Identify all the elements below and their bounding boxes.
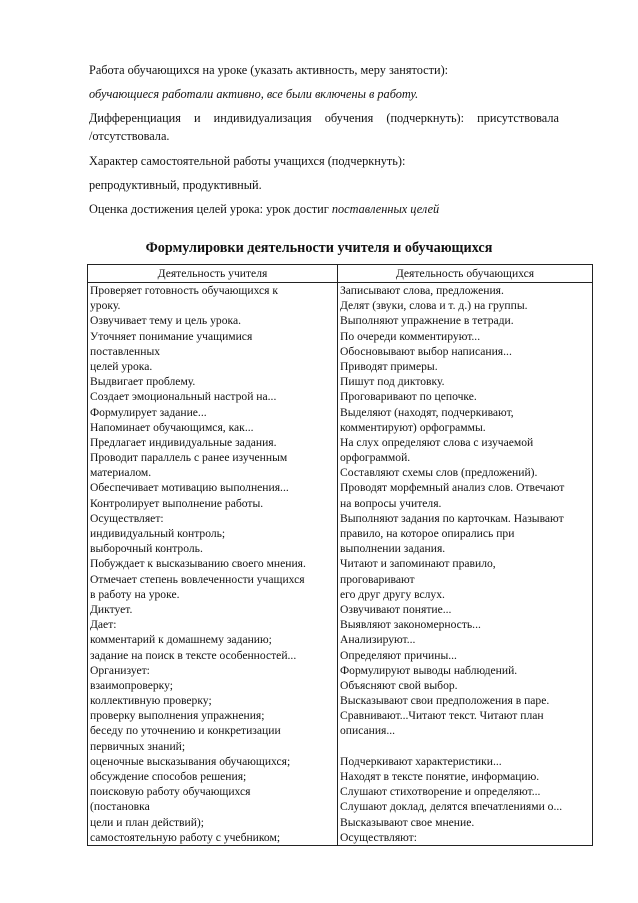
teacher-activity-line: обсуждение способов решения; (90, 770, 247, 783)
intro-line-activity: Работа обучающихся на уроке (указать активность, меру занятости): (89, 63, 449, 77)
teacher-activity-line: выборочный контроль. (90, 542, 203, 556)
intro-line-work-type: Характер самостоятельной работы учащихся (подчеркнуть): (89, 154, 406, 168)
header-teacher-activity: Деятельность учителя (88, 265, 338, 283)
teacher-activity-line: поисковую работу обучающихся (90, 785, 251, 799)
section-title: Формулировки деятельности учителя и обучающихся (145, 240, 493, 256)
student-activity-line: Пишут под диктовку. (340, 375, 445, 389)
student-activity-line: Проводят морфемный анализ слов. Отвечают (340, 481, 565, 495)
teacher-activity-line: Выдвигает проблему. (90, 375, 196, 389)
teacher-activity-line: целей урока. (90, 359, 153, 373)
intro-line-activity-answer: обучающиеся работали активно, все были включены в работу. (89, 87, 419, 101)
student-activity-line: Формулируют выводы наблюдений. (340, 663, 518, 677)
teacher-activity-line: (постановка (90, 800, 150, 814)
intro-word: обучения (324, 111, 374, 125)
student-activity-line: Подчеркивают характеристики... (340, 754, 502, 768)
student-activity-line: Обосновывают выбор написания... (340, 344, 512, 358)
student-activity-line: Озвучивают понятие... (340, 602, 452, 616)
student-activity-line: Слушают стихотворение и определяют... (340, 785, 541, 799)
teacher-activity-line: беседу по уточнению и конкретизации (90, 724, 281, 738)
student-activity-line: Выделяют (находят, подчеркивают, (340, 405, 514, 419)
teacher-activity-line: Побуждает к высказыванию своего мнения. (90, 557, 306, 571)
student-activity-cell (338, 283, 593, 846)
student-activity-line: его друг другу вслух. (340, 587, 445, 601)
teacher-activity-line: индивидуальный контроль; (90, 527, 226, 540)
intro-word: присутствовала (477, 111, 559, 125)
student-activity-line: Сравнивают...Читают текст. Читают план (340, 709, 544, 723)
teacher-activity-line: Проверяет готовность обучающихся к (90, 284, 279, 297)
student-activity-line: Анализируют... (340, 633, 416, 647)
student-activity-line: проговаривают (340, 572, 415, 586)
intro-word: и (193, 111, 201, 125)
student-activity-line: на вопросы учителя. (340, 496, 442, 510)
teacher-activity-line: Предлагает индивидуальные задания. (90, 435, 277, 449)
header-student-activity: Деятельность обучающихся (338, 265, 593, 283)
teacher-activity-line: самостоятельную работу с учебником; (90, 830, 281, 844)
student-activity-line: Высказывают свое мнение. (340, 815, 475, 829)
student-activity-line: Делят (звуки, слова и т. д.) на группы. (340, 299, 528, 313)
student-activity-line: правило, на которое опирались при (340, 527, 515, 540)
student-activity-line (340, 739, 590, 754)
student-activity-line: Записывают слова, предложения. (340, 284, 504, 297)
intro-word: Дифференциация (89, 111, 181, 125)
teacher-activity-line: уроку. (90, 299, 121, 313)
intro-line-work-type-answer: репродуктивный, продуктивный. (89, 178, 262, 192)
goals-answer: поставленных целей (331, 202, 440, 216)
teacher-activity-line: комментарий к домашнему заданию; (90, 633, 272, 647)
student-activity-line: описания... (340, 724, 396, 738)
teacher-activity-line: Контролирует выполнение работы. (90, 496, 264, 510)
teacher-activity-line: Создает эмоциональный настрой на... (90, 390, 277, 404)
intro-line-goals (89, 201, 559, 217)
teacher-activity-line: поставленных (90, 344, 161, 358)
teacher-activity-line: проверку выполнения упражнения; (90, 709, 265, 723)
teacher-activity-line: Отмечает степень вовлеченности учащихся (90, 572, 305, 586)
teacher-activity-line: оценочные высказывания обучающихся; (90, 754, 291, 768)
student-activity-line: Высказывают свои предположения в паре. (340, 694, 550, 708)
student-activity-line: Выявляют закономерность... (340, 618, 481, 632)
intro-word: индивидуализация (213, 111, 312, 125)
student-activity-line: По очереди комментируют... (340, 329, 481, 343)
table-header-row (88, 265, 593, 283)
intro-line-differentiation (89, 110, 559, 126)
teacher-activity-line: Диктует. (90, 602, 133, 616)
student-activity-line: На слух определяют слова с изучаемой (340, 435, 534, 449)
teacher-activity-line: в работу на уроке. (90, 587, 180, 601)
intro-line-absent: /отсутствовала. (89, 129, 170, 143)
intro-word: (подчеркнуть): (386, 111, 465, 125)
teacher-activity-line: Уточняет понимание учащимися (90, 329, 253, 343)
teacher-activity-line: Организует: (90, 663, 150, 677)
student-activity-line: Объясняют свой выбор. (340, 678, 458, 692)
student-activity-line: Выполняют задания по карточкам. Называют (340, 511, 564, 525)
teacher-activity-line: Обеспечивает мотивацию выполнения... (90, 481, 289, 495)
table-row (88, 283, 593, 846)
student-activity-line: Приводят примеры. (340, 359, 438, 373)
goals-label: Оценка достижения целей урока: урок достиг (89, 202, 332, 216)
student-activity-line: Слушают доклад, делятся впечатлениями о... (340, 800, 563, 814)
teacher-activity-line: Дает: (90, 618, 117, 632)
teacher-activity-line: задание на поиск в тексте особенностей... (90, 648, 297, 662)
teacher-activity-line: Формулирует задание... (90, 405, 207, 419)
teacher-activity-line: Проводит параллель с ранее изученным (90, 451, 288, 465)
teacher-activity-line: Осуществляет: (90, 511, 164, 525)
student-activity-line: Проговаривают по цепочке. (340, 390, 477, 404)
student-activity-line: Выполняют упражнение в тетради. (340, 314, 514, 328)
teacher-activity-line: Напоминает обучающимся, как... (90, 420, 254, 434)
student-activity-line: Читают и запоминают правило, (340, 557, 496, 571)
student-activity-line: Составляют схемы слов (предложений). (340, 466, 538, 480)
teacher-activity-line: первичных знаний; (90, 739, 186, 753)
teacher-activity-line: Озвучивает тему и цель урока. (90, 314, 242, 328)
teacher-activity-line: взаимопроверку; (90, 678, 174, 692)
student-activity-line: Определяют причины... (340, 648, 457, 662)
student-activity-line: выполнении задания. (340, 542, 446, 556)
teacher-activity-cell (88, 283, 338, 846)
student-activity-line: Осуществляют: (340, 830, 417, 844)
student-activity-line: комментируют) орфограммы. (340, 420, 486, 434)
teacher-activity-line: коллективную проверку; (90, 694, 212, 708)
student-activity-line: Находят в тексте понятие, информацию. (340, 770, 540, 783)
activities-table (87, 264, 593, 846)
teacher-activity-line: цели и план действий); (90, 815, 205, 829)
teacher-activity-line: материалом. (90, 466, 152, 480)
student-activity-line: орфограммой. (340, 451, 411, 465)
